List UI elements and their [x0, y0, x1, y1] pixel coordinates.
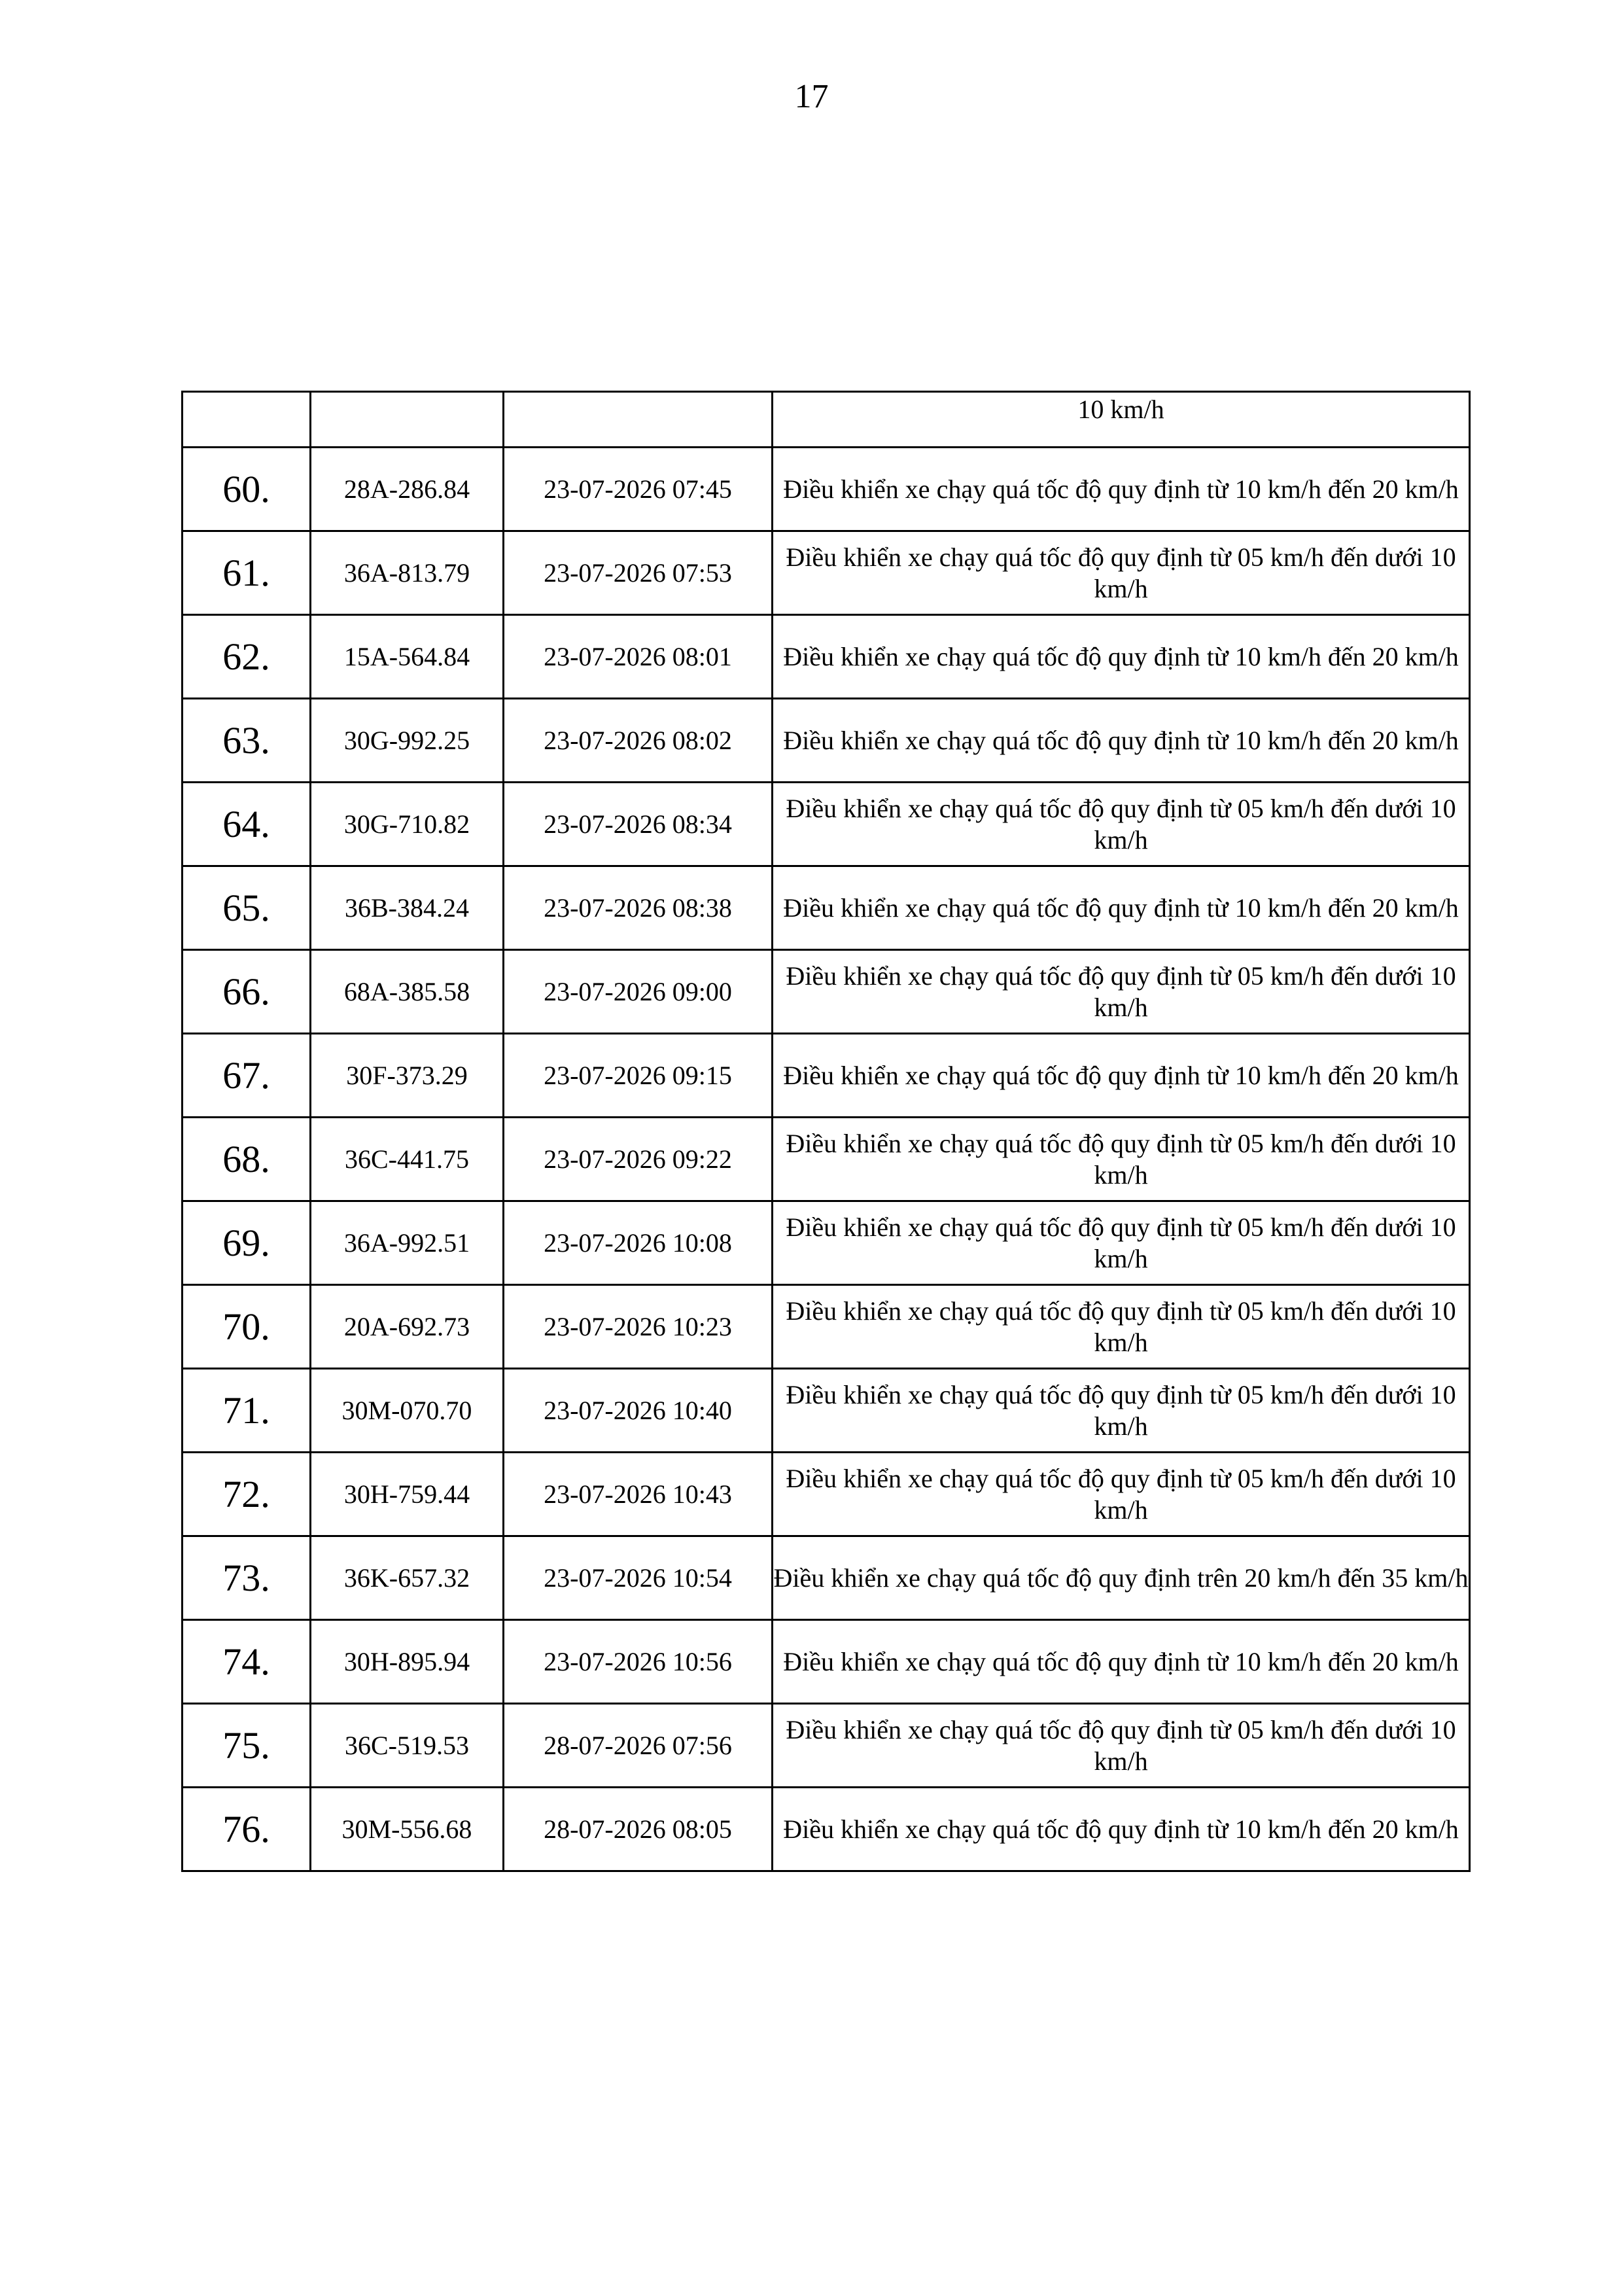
description-cell: 10 km/h: [773, 392, 1470, 448]
table-row: [183, 1034, 1470, 1118]
time-cell: 23-07-2026 10:43: [504, 1453, 773, 1536]
description-cell: Điều khiển xe chạy quá tốc độ quy định từ 05 km/h đến dưới 10 km/h: [773, 1201, 1470, 1285]
description-cell: Điều khiển xe chạy quá tốc độ quy định từ 10 km/h đến 20 km/h: [773, 615, 1470, 699]
description-cell: Điều khiển xe chạy quá tốc độ quy định từ 05 km/h đến dưới 10 km/h: [773, 1285, 1470, 1369]
description-cell: Điều khiển xe chạy quá tốc độ quy định từ 05 km/h đến dưới 10 km/h: [773, 1118, 1470, 1201]
description-cell: Điều khiển xe chạy quá tốc độ quy định từ 10 km/h đến 20 km/h: [773, 866, 1470, 950]
table-row: [183, 1285, 1470, 1369]
plate-cell: 28A-286.84: [311, 448, 504, 531]
page-number: 17: [794, 78, 829, 115]
table-row: [183, 448, 1470, 531]
description-cell: Điều khiển xe chạy quá tốc độ quy định từ 05 km/h đến dưới 10 km/h: [773, 1369, 1470, 1453]
plate-cell: 30H-895.94: [311, 1620, 504, 1704]
row-number-cell: 76.: [183, 1788, 311, 1871]
plate-cell: 36B-384.24: [311, 866, 504, 950]
row-number-cell: 74.: [183, 1620, 311, 1704]
time-cell: 23-07-2026 09:15: [504, 1034, 773, 1118]
row-number-cell: 62.: [183, 615, 311, 699]
row-number-cell: 63.: [183, 699, 311, 783]
table-row: [183, 1369, 1470, 1453]
time-cell: 23-07-2026 08:01: [504, 615, 773, 699]
time-cell: 23-07-2026 10:56: [504, 1620, 773, 1704]
table-row: [183, 699, 1470, 783]
row-number-cell: 73.: [183, 1536, 311, 1620]
plate-cell: 30G-710.82: [311, 783, 504, 866]
row-number-cell: 68.: [183, 1118, 311, 1201]
time-cell: 23-07-2026 10:08: [504, 1201, 773, 1285]
time-cell: 23-07-2026 07:53: [504, 531, 773, 615]
description-cell: Điều khiển xe chạy quá tốc độ quy định từ 05 km/h đến dưới 10 km/h: [773, 531, 1470, 615]
table-row: [183, 531, 1470, 615]
plate-cell: 36A-813.79: [311, 531, 504, 615]
description-cell: Điều khiển xe chạy quá tốc độ quy định từ 10 km/h đến 20 km/h: [773, 448, 1470, 531]
table-row: [183, 783, 1470, 866]
table-row: [183, 1453, 1470, 1536]
row-number-cell: [183, 392, 311, 448]
plate-cell: 30M-556.68: [311, 1788, 504, 1871]
row-number-cell: 67.: [183, 1034, 311, 1118]
description-cell: Điều khiển xe chạy quá tốc độ quy định từ 10 km/h đến 20 km/h: [773, 1620, 1470, 1704]
description-cell: Điều khiển xe chạy quá tốc độ quy định trên 20 km/h đến 35 km/h: [773, 1536, 1470, 1620]
table-row: [183, 1201, 1470, 1285]
description-cell: Điều khiển xe chạy quá tốc độ quy định từ 05 km/h đến dưới 10 km/h: [773, 950, 1470, 1034]
plate-cell: 30F-373.29: [311, 1034, 504, 1118]
row-number-cell: 69.: [183, 1201, 311, 1285]
row-number-cell: 60.: [183, 448, 311, 531]
row-number-cell: 61.: [183, 531, 311, 615]
time-cell: 28-07-2026 08:05: [504, 1788, 773, 1871]
time-cell: 23-07-2026 08:34: [504, 783, 773, 866]
plate-cell: [311, 392, 504, 448]
time-cell: 23-07-2026 10:23: [504, 1285, 773, 1369]
table-row: [183, 866, 1470, 950]
table-row: [183, 1536, 1470, 1620]
time-cell: 23-07-2026 09:22: [504, 1118, 773, 1201]
time-cell: 23-07-2026 09:00: [504, 950, 773, 1034]
continuation-row: [183, 392, 1470, 448]
description-cell: Điều khiển xe chạy quá tốc độ quy định từ 05 km/h đến dưới 10 km/h: [773, 783, 1470, 866]
row-number-cell: 70.: [183, 1285, 311, 1369]
time-cell: [504, 392, 773, 448]
description-cell: Điều khiển xe chạy quá tốc độ quy định từ 10 km/h đến 20 km/h: [773, 1788, 1470, 1871]
plate-cell: 15A-564.84: [311, 615, 504, 699]
plate-cell: 20A-692.73: [311, 1285, 504, 1369]
table-row: [183, 1704, 1470, 1788]
violations-table-body: [183, 392, 1470, 1871]
description-cell: Điều khiển xe chạy quá tốc độ quy định từ 05 km/h đến dưới 10 km/h: [773, 1453, 1470, 1536]
table-row: [183, 1118, 1470, 1201]
table-row: [183, 1788, 1470, 1871]
table-row: [183, 950, 1470, 1034]
time-cell: 28-07-2026 07:56: [504, 1704, 773, 1788]
description-cell: Điều khiển xe chạy quá tốc độ quy định từ 10 km/h đến 20 km/h: [773, 1034, 1470, 1118]
plate-cell: 36A-992.51: [311, 1201, 504, 1285]
plate-cell: 30G-992.25: [311, 699, 504, 783]
table-row: [183, 1620, 1470, 1704]
plate-cell: 36C-441.75: [311, 1118, 504, 1201]
time-cell: 23-07-2026 10:54: [504, 1536, 773, 1620]
row-number-cell: 64.: [183, 783, 311, 866]
row-number-cell: 72.: [183, 1453, 311, 1536]
plate-cell: 36C-519.53: [311, 1704, 504, 1788]
plate-cell: 36K-657.32: [311, 1536, 504, 1620]
row-number-cell: 75.: [183, 1704, 311, 1788]
time-cell: 23-07-2026 10:40: [504, 1369, 773, 1453]
row-number-cell: 71.: [183, 1369, 311, 1453]
row-number-cell: 66.: [183, 950, 311, 1034]
time-cell: 23-07-2026 07:45: [504, 448, 773, 531]
time-cell: 23-07-2026 08:38: [504, 866, 773, 950]
table-row: [183, 615, 1470, 699]
description-cell: Điều khiển xe chạy quá tốc độ quy định từ 10 km/h đến 20 km/h: [773, 699, 1470, 783]
plate-cell: 68A-385.58: [311, 950, 504, 1034]
violations-table: [181, 391, 1471, 1872]
row-number-cell: 65.: [183, 866, 311, 950]
time-cell: 23-07-2026 08:02: [504, 699, 773, 783]
plate-cell: 30H-759.44: [311, 1453, 504, 1536]
plate-cell: 30M-070.70: [311, 1369, 504, 1453]
description-cell: Điều khiển xe chạy quá tốc độ quy định từ 05 km/h đến dưới 10 km/h: [773, 1704, 1470, 1788]
